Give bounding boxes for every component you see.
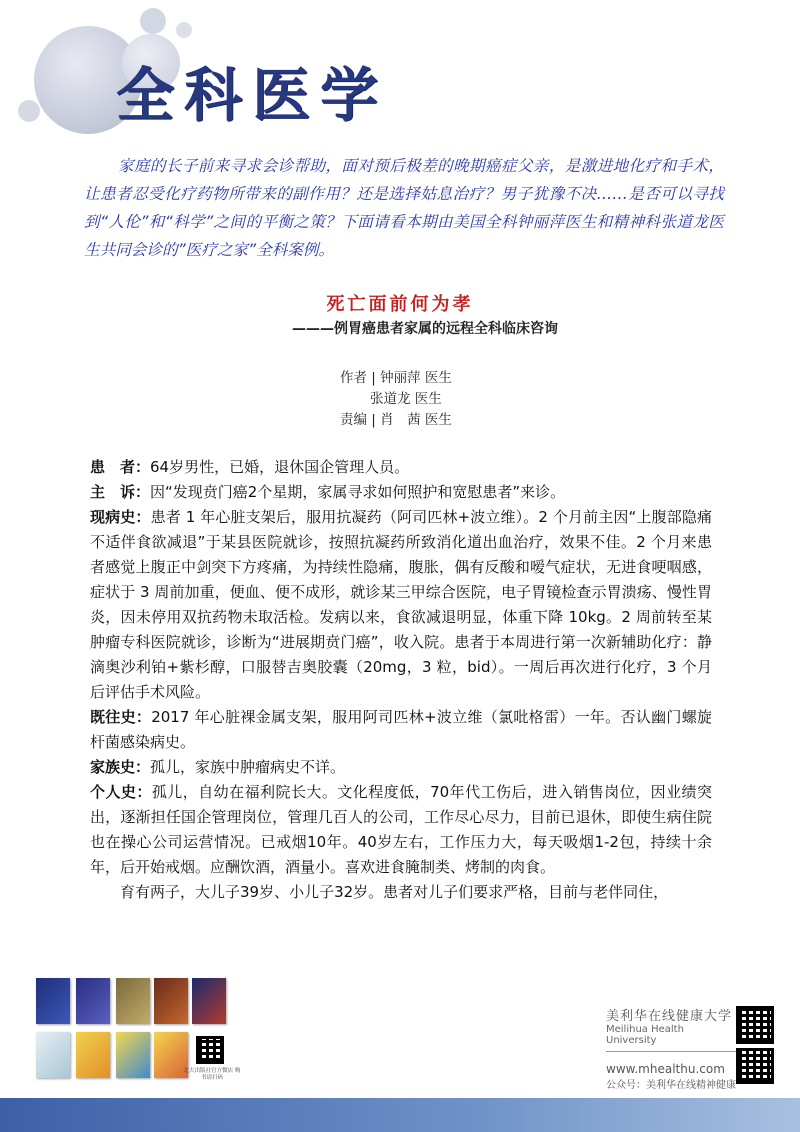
book-cover: [192, 978, 226, 1024]
brand-name-cn: 美利华在线健康大学: [606, 1009, 733, 1024]
website-link[interactable]: www.mhealthu.com: [606, 1062, 725, 1076]
section-label: 个人史：: [90, 783, 152, 801]
case-body: [90, 455, 712, 905]
section-label: 主 诉：: [90, 483, 151, 501]
children-paragraph: 育有两子，大儿子39岁、小儿子32岁。患者对儿子们要求严格，目前与老伴同住，: [120, 883, 669, 901]
past-history-section: [90, 705, 712, 755]
bubble-shape: [140, 8, 166, 34]
bubble-shape: [18, 100, 40, 122]
editor-line: 责编 | 肖 茜 医生: [340, 412, 452, 428]
qr-caption: 北大出版社官方微店 购书请扫码: [183, 1068, 241, 1081]
personal-history-section: [90, 780, 712, 880]
book-cover: [116, 978, 150, 1024]
qr-code-icon[interactable]: [196, 1036, 224, 1064]
section-label: 现病史：: [90, 508, 151, 526]
book-covers: [36, 978, 246, 1086]
footer-bar: [0, 1098, 800, 1132]
patient-section: [90, 455, 712, 480]
brand-block: [606, 1005, 736, 1091]
section-text: 孤儿，自幼在福利院长大。文化程度低，70年代工伤后，进入销售岗位，因业绩突出，逐渐担任国企管理岗位，管理几百人的公司，工作尽心尽力，目前已退休，即使生病住院也在操心公司运营情况。已戒烟10年。40岁左右，工作压力大，每天吸烟1-2包，持续十余年，后开始戒烟。应酬饮酒，酒量小。喜欢进食腌制类、烤制的肉食。: [90, 783, 712, 876]
section-label: 患 者：: [90, 458, 151, 476]
book-cover: [116, 1032, 150, 1078]
section-text: 64岁男性，已婚，退休国企管理人员。: [150, 458, 410, 476]
book-cover: [36, 1032, 70, 1078]
wechat-account: 公众号：美利华在线精神健康: [606, 1080, 736, 1091]
section-text: 患者 1 年心脏支架后，服用抗凝药（阿司匹林+波立维）。2 个月前主因“上腹部隐痛不适伴食欲减退”于某县医院就诊，按照抗凝药所致消化道出血治疗，效果不佳。2 个月来患者感觉上腹正中剑突下方疼痛，为持续性隐痛，腹胀，偶有反酸和嗳气症状，无进食哽咽感，症状于 3 周前加重，便血、便不成形，就诊某三甲综合医院，电子胃镜检查示胃溃疡、慢性胃炎，因未停用双抗药物未取活检。发病以来，食欲减退明显，体重下降 10kg。2 周前转至某肿瘤专科医院就诊，诊断为“进展期贲门癌”，收入院。患者于本周进行第一次新辅助化疗：静滴奥沙利铂+紫杉醇，口服替吉奥胶囊（20mg，3 粒，bid）。一周后再次进行化疗，3 个月后评估手术风险。: [90, 508, 712, 701]
qr-code-icon[interactable]: [736, 1048, 774, 1084]
masthead-title: 全科医学: [116, 61, 389, 129]
book-cover: [36, 978, 70, 1024]
author-line: 作者 | 钟丽萍 医生: [340, 370, 452, 386]
author-block: [340, 368, 452, 431]
section-text: 因“发现贲门癌2个星期，家属寻求如何照护和宽慰患者”来诊。: [150, 483, 566, 501]
article-title: 死亡面前何为孝: [326, 294, 474, 315]
brand-name-en: Meilihua Health University: [606, 1024, 736, 1052]
section-text: 2017 年心脏裸金属支架，服用阿司匹林+波立维（氯吡格雷）一年。否认幽门螺旋杆菌感染病史。: [90, 708, 712, 751]
present-illness-section: [90, 505, 712, 705]
bubble-shape: [176, 22, 192, 38]
family-history-section: [90, 755, 712, 780]
book-cover: [154, 978, 188, 1024]
complaint-section: [90, 480, 712, 505]
intro-paragraph: 家庭的长子前来寻求会诊帮助，面对预后极差的晚期癌症父亲，是激进地化疗和手术，让患者忍受化疗药物所带来的副作用？还是选择姑息治疗？男子犹豫不决……是否可以寻找到“人伦”和“科学”之间的平衡之策？下面请看本期由美国全科钟丽萍医生和精神科张道龙医生共同会诊的”医疗之家”全科案例。: [84, 157, 724, 259]
article-subtitle: ———例胃癌患者家属的远程全科临床咨询: [292, 321, 558, 337]
section-text: 孤儿，家族中肿瘤病史不详。: [150, 758, 346, 776]
author-line: 张道龙 医生: [370, 391, 442, 407]
section-label: 家族史：: [90, 758, 151, 776]
qr-code-icon[interactable]: [736, 1006, 774, 1044]
book-cover: [76, 978, 110, 1024]
section-label: 既往史：: [90, 708, 152, 726]
book-cover: [76, 1032, 110, 1078]
